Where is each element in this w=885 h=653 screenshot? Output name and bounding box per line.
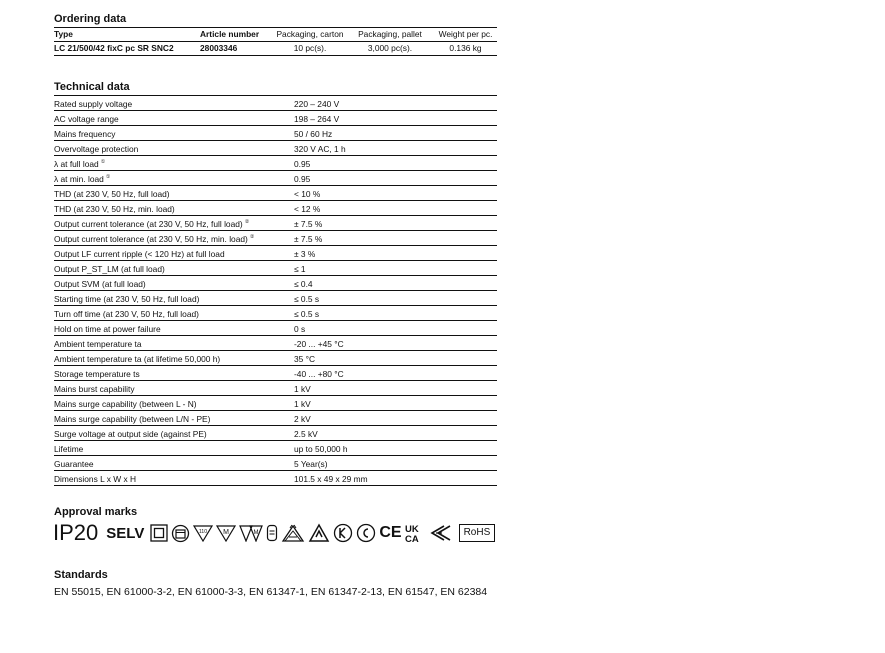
- tech-label: [54, 354, 220, 364]
- tech-value: 50 / 60 Hz: [294, 129, 333, 139]
- tech-row: [54, 366, 497, 381]
- header-pack-pallet: Packaging, pallet: [358, 29, 422, 39]
- tech-label-text: Overvoltage protection: [54, 144, 139, 154]
- tech-label: [54, 279, 146, 289]
- tech-label-text: Output SVM (at full load): [54, 279, 146, 289]
- tech-row: [54, 126, 497, 141]
- tech-row: [54, 426, 497, 441]
- tech-value: ≤ 0.4: [294, 279, 313, 289]
- tech-label-text: Output current tolerance (at 230 V, 50 Hz, min. load): [54, 234, 248, 244]
- tech-value: 2.5 kV: [294, 429, 318, 439]
- tech-label: [54, 249, 225, 259]
- tech-row: [54, 456, 497, 471]
- tech-row: [54, 441, 497, 456]
- tech-value: 2 kV: [294, 414, 311, 424]
- tech-row: [54, 336, 497, 351]
- tech-label-text: THD (at 230 V, 50 Hz, full load): [54, 189, 170, 199]
- tech-footnote-mark: ②: [244, 219, 250, 225]
- tech-footnote-mark: ①: [100, 159, 106, 165]
- selv-mark: SELV: [106, 524, 145, 542]
- tech-label: [54, 129, 115, 139]
- rohs-mark: RoHS: [459, 524, 496, 542]
- tech-value: 1 kV: [294, 399, 311, 409]
- tech-row: [54, 291, 497, 306]
- tech-label-text: Ambient temperature ta (at lifetime 50,000 h): [54, 354, 221, 364]
- ordering-title: Ordering data: [54, 13, 127, 25]
- ip20-mark: IP20: [53, 520, 99, 545]
- tech-value: ± 7.5 %: [294, 234, 323, 244]
- header-article: Article number: [200, 29, 260, 39]
- tech-label-text: Output P_ST_LM (at full load): [54, 264, 165, 274]
- ukca-top: UK: [404, 524, 419, 535]
- tech-label-text: Mains burst capability: [54, 384, 135, 394]
- tech-label: [54, 234, 254, 244]
- tech-value: up to 50,000 h: [294, 444, 348, 454]
- tech-row: [54, 411, 497, 426]
- tech-value: < 10 %: [294, 189, 321, 199]
- tech-value: 1 kV: [294, 384, 311, 394]
- tech-label: [54, 219, 249, 229]
- tech-value: 35 °C: [294, 354, 316, 364]
- tech-label-text: Storage temperature ts: [54, 369, 140, 379]
- tech-label: [54, 204, 175, 214]
- tech-label: [54, 99, 132, 109]
- tech-label-text: Hold on time at power failure: [54, 324, 161, 334]
- tech-row: [54, 246, 497, 261]
- tech-row: [54, 306, 497, 321]
- tech-value: ≤ 0.5 s: [294, 294, 320, 304]
- tech-label-text: Mains frequency: [54, 129, 116, 139]
- standards-text: EN 55015, EN 61000-3-2, EN 61000-3-3, EN 61347-1, EN 61347-2-13, EN 61547, EN 62384: [54, 586, 488, 598]
- tech-footnote-mark: ②: [249, 234, 255, 240]
- eac-icon: [430, 523, 452, 543]
- tech-label: [54, 414, 210, 424]
- class-ii-icon: [150, 524, 168, 542]
- tech-row: [54, 201, 497, 216]
- tech-label: [54, 174, 110, 184]
- tech-row: [54, 216, 497, 231]
- tech-label-text: Output LF current ripple (< 120 Hz) at full load: [54, 249, 225, 259]
- temp-110-label: 110: [199, 529, 208, 535]
- cell-pack-pallet: 3,000 pc(s).: [367, 43, 413, 53]
- tech-label-text: Lifetime: [54, 444, 84, 454]
- tech-label-text: Rated supply voltage: [54, 99, 133, 109]
- tech-label: [54, 429, 207, 439]
- tech-row: [54, 471, 497, 486]
- tech-value: < 12 %: [294, 204, 321, 214]
- tech-row: [54, 156, 497, 171]
- tech-label: [54, 474, 136, 484]
- tech-label: [54, 384, 135, 394]
- tech-value: 0.95: [294, 174, 311, 184]
- tech-label-text: Guarantee: [54, 459, 94, 469]
- tech-label: [54, 264, 165, 274]
- cell-article: 28003346: [200, 43, 238, 53]
- enec-icon: [281, 523, 305, 543]
- tech-label-text: Mains surge capability (between L/N - PE): [54, 414, 211, 424]
- tech-label-text: THD (at 230 V, 50 Hz, min. load): [54, 204, 175, 214]
- header-pack-carton: Packaging, carton: [276, 29, 344, 39]
- tech-value: 0 s: [294, 324, 306, 334]
- tech-value: ± 7.5 %: [294, 219, 323, 229]
- tech-label: [54, 159, 105, 169]
- tech-value: -40 ... +80 °C: [294, 369, 344, 379]
- tech-label-text: Ambient temperature ta: [54, 339, 142, 349]
- tech-row: [54, 96, 497, 111]
- tech-row: [54, 381, 497, 396]
- datasheet: [54, 12, 497, 486]
- tech-value: 5 Year(s): [294, 459, 328, 469]
- cell-type: LC 21/500/42 fixC pc SR SNC2: [54, 43, 174, 53]
- tech-value: ≤ 1: [294, 264, 306, 274]
- tech-footnote-mark: ①: [105, 174, 111, 180]
- tech-row: [54, 276, 497, 291]
- tech-label-text: λ at min. load: [54, 174, 104, 184]
- technical-title: Technical data: [54, 81, 130, 93]
- ukca-mark: [405, 523, 427, 543]
- tech-value: ± 3 %: [294, 249, 316, 259]
- tech-row: [54, 171, 497, 186]
- tech-row: [54, 261, 497, 276]
- tech-row: [54, 396, 497, 411]
- tech-label: [54, 324, 161, 334]
- ordering-table: [54, 27, 497, 56]
- tech-value: -20 ... +45 °C: [294, 339, 344, 349]
- rcm-icon: [308, 523, 330, 543]
- tech-label: [54, 339, 142, 349]
- tech-value: 320 V AC, 1 h: [294, 144, 346, 154]
- tech-value: 101.5 x 49 x 29 mm: [294, 474, 368, 484]
- tech-label-text: Dimensions L x W x H: [54, 474, 137, 484]
- thermal-icon: [266, 524, 278, 542]
- tech-row: [54, 111, 497, 126]
- tech-label: [54, 189, 170, 199]
- tech-label-text: λ at full load: [54, 159, 99, 169]
- tech-label: [54, 309, 199, 319]
- tech-value: 198 – 264 V: [294, 114, 340, 124]
- tech-label-text: Surge voltage at output side (against PE): [54, 429, 207, 439]
- ordering-row: [54, 42, 497, 56]
- tech-row: [54, 231, 497, 246]
- tech-label: [54, 399, 197, 409]
- header-type: Type: [54, 29, 73, 39]
- ukca-bottom: CA: [404, 534, 419, 543]
- tech-label: [54, 114, 119, 124]
- standards-title: Standards: [54, 569, 108, 581]
- furniture-m-label: M: [223, 529, 230, 536]
- ordering-header-row: [54, 28, 497, 42]
- tech-label-text: AC voltage range: [54, 114, 119, 124]
- furniture-mm-icon: [239, 524, 263, 542]
- tech-label: [54, 144, 138, 154]
- approval-title: Approval marks: [54, 506, 138, 518]
- tech-label: [54, 459, 94, 469]
- tech-value: ≤ 0.5 s: [294, 309, 320, 319]
- tech-value: 220 – 240 V: [294, 99, 340, 109]
- ce-mark: CE: [379, 524, 402, 541]
- tech-row: [54, 351, 497, 366]
- tech-label: [54, 294, 199, 304]
- cell-weight: 0.136 kg: [449, 43, 482, 53]
- tech-label-text: Output current tolerance (at 230 V, 50 Hz, full load): [54, 219, 243, 229]
- tech-row: [54, 186, 497, 201]
- tech-label-text: Mains surge capability (between L - N): [54, 399, 197, 409]
- tech-label-text: Starting time (at 230 V, 50 Hz, full load): [54, 294, 200, 304]
- approval-marks: [53, 521, 495, 545]
- cc-icon: [356, 523, 376, 543]
- independent-icon: [171, 524, 190, 543]
- header-weight: Weight per pc.: [438, 29, 493, 39]
- tech-label: [54, 444, 83, 454]
- technical-table: [54, 95, 497, 486]
- temp-110-icon: [193, 524, 213, 542]
- furniture-m-icon: [216, 524, 236, 542]
- tech-label-text: Turn off time (at 230 V, 50 Hz, full load): [54, 309, 199, 319]
- tech-row: [54, 141, 497, 156]
- tech-label: [54, 369, 140, 379]
- furniture-mm-label: M: [253, 530, 259, 536]
- tech-row: [54, 321, 497, 336]
- tech-value: 0.95: [294, 159, 311, 169]
- cell-pack-carton: 10 pc(s).: [293, 43, 327, 53]
- kc-icon: [333, 523, 353, 543]
